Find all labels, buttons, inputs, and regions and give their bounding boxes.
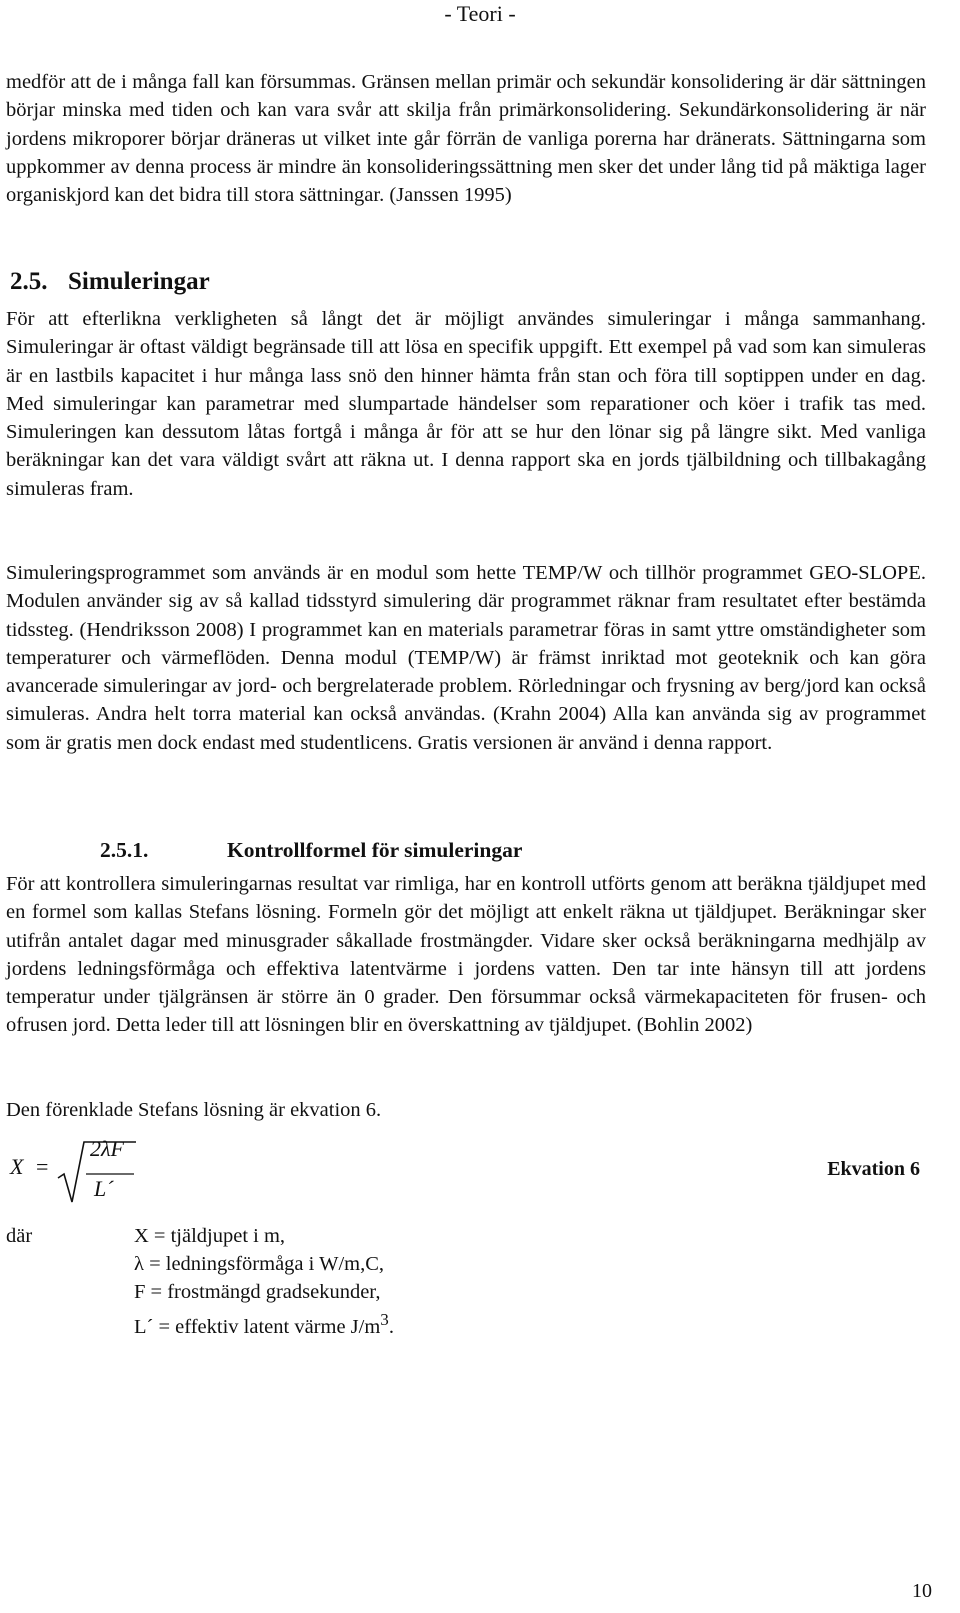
section-title: Simuleringar bbox=[68, 268, 210, 295]
definition-text: L´ = effektiv latent värme J/m bbox=[134, 1315, 381, 1338]
definitions-intro: där bbox=[6, 1225, 33, 1247]
paragraph-simulations-intro: För att efterlikna verkligheten så långt det är möjligt användes simuleringar i många sammanhang. Simuleringar är oftast väldigt begränsade till att lösa en specifik uppgift. Ett exempel på vad som kan simuleras är en lastbils kapacitet i hur många lass snö den hinner hämta från stan och föra till soptippen under en dag. Med simuleringar kan parametrar med slumpartade händelser som reparationer och köer i trafik tas med. Simuleringen kan dessutom låtas fortgå i många år för att se hur den lönar sig på längre sikt. Med vanliga beräkningar kan det vara väldigt svårt att räkna ut. I denna rapport ska en jords tjälbildning och tillbakagång simuleras fram. bbox=[6, 308, 926, 500]
subsection-heading bbox=[100, 836, 522, 864]
paragraph-simulation-program: Simuleringsprogrammet som används är en modul som hette TEMP/W och tillhör programmet GEO-SLOPE. Modulen använder sig av så kallad tidsstyrd simulering där programmet räknar fram resultatet efter bestämda tidssteg. (Hendriksson 2008) I programmet kan en materials parametrar föras in samt yttre omständigheter som temperaturer och värmeflöden. Denna modul (TEMP/W) är främst inriktad mot geoteknik och kan göra avancerade simuleringar av jord- och bergrelaterade problem. Rörledningar och frysning av berg/jord kan också simuleras. Andra helt torra material kan också användas. (Krahn 2004) Alla kan använda sig av programmet som är gratis men dock endast med studentlicens. Gratis versionen är använd i denna rapport. bbox=[6, 562, 926, 754]
equation-numerator: 2λF bbox=[90, 1136, 124, 1161]
paragraph-control-formula: För att kontrollera simuleringarnas resultat var rimliga, har en kontroll utförts genom att beräkna tjäldjupet med en formel som kallas Stefans lösning. Formeln gör det möjligt att enkelt räkna ut tjäldjupet. Beräkningar sker utifrån antalet dagar med minusgrader såkallade frostmängder. Vidare sker också beräkningarna medhjälp av jordens ledningsförmåga och effektiva latentvärme i jordens vatten. Den tar inte hänsyn till att jordens temperatur under tjälgränsen är större än 0 grader. Den försummar också värmekapaciteten för frusen- och ofrusen jord. Detta leder till att lösningen blir en överskattning av tjäldjupet. (Bohlin 2002) bbox=[6, 873, 926, 1037]
page-number: 10 bbox=[912, 1580, 932, 1602]
subsection-number: 2.5.1. bbox=[100, 838, 149, 862]
subsection-title: Kontrollformel för simuleringar bbox=[227, 838, 523, 862]
definitions-list bbox=[134, 1222, 394, 1341]
unit-superscript: 3 bbox=[380, 1310, 389, 1329]
section-number: 2.5. bbox=[10, 268, 48, 295]
equation-equals: = bbox=[36, 1154, 49, 1179]
equation-label: Ekvation 6 bbox=[827, 1158, 920, 1180]
equation-6 bbox=[10, 1136, 940, 1210]
section-heading bbox=[10, 267, 210, 297]
running-header: - Teori - bbox=[444, 1, 516, 26]
definition-item: F = frostmängd gradsekunder, bbox=[134, 1281, 381, 1303]
definition-suffix: . bbox=[388, 1315, 394, 1338]
paragraph-consolidation: medför att de i många fall kan försummas. Gränsen mellan primär och sekundär konsolidering är där sättningen börjar minska med tiden och kan vara svår att skilja från primärkonsolidering. Sekundärkonsolidering är när jordens mikroporer börjar dräneras ut vilket inte går förrän de vanliga porerna har dränerats. Sättningarna som uppkommer av denna process är mindre än konsolideringssättning men sker det under lång tid på mäktiga lager organiskjord kan det bidra till stora sättningar. (Janssen 1995) bbox=[6, 71, 926, 207]
definition-item: X = tjäldjupet i m, bbox=[134, 1225, 286, 1247]
equation-lhs: X bbox=[10, 1154, 24, 1179]
paragraph-equation-intro: Den förenklade Stefans lösning är ekvation 6. bbox=[6, 1099, 382, 1121]
equation-denominator: L´ bbox=[94, 1176, 114, 1201]
definition-item-last bbox=[134, 1306, 394, 1341]
definition-item: λ = ledningsförmåga i W/m,C, bbox=[134, 1253, 385, 1275]
